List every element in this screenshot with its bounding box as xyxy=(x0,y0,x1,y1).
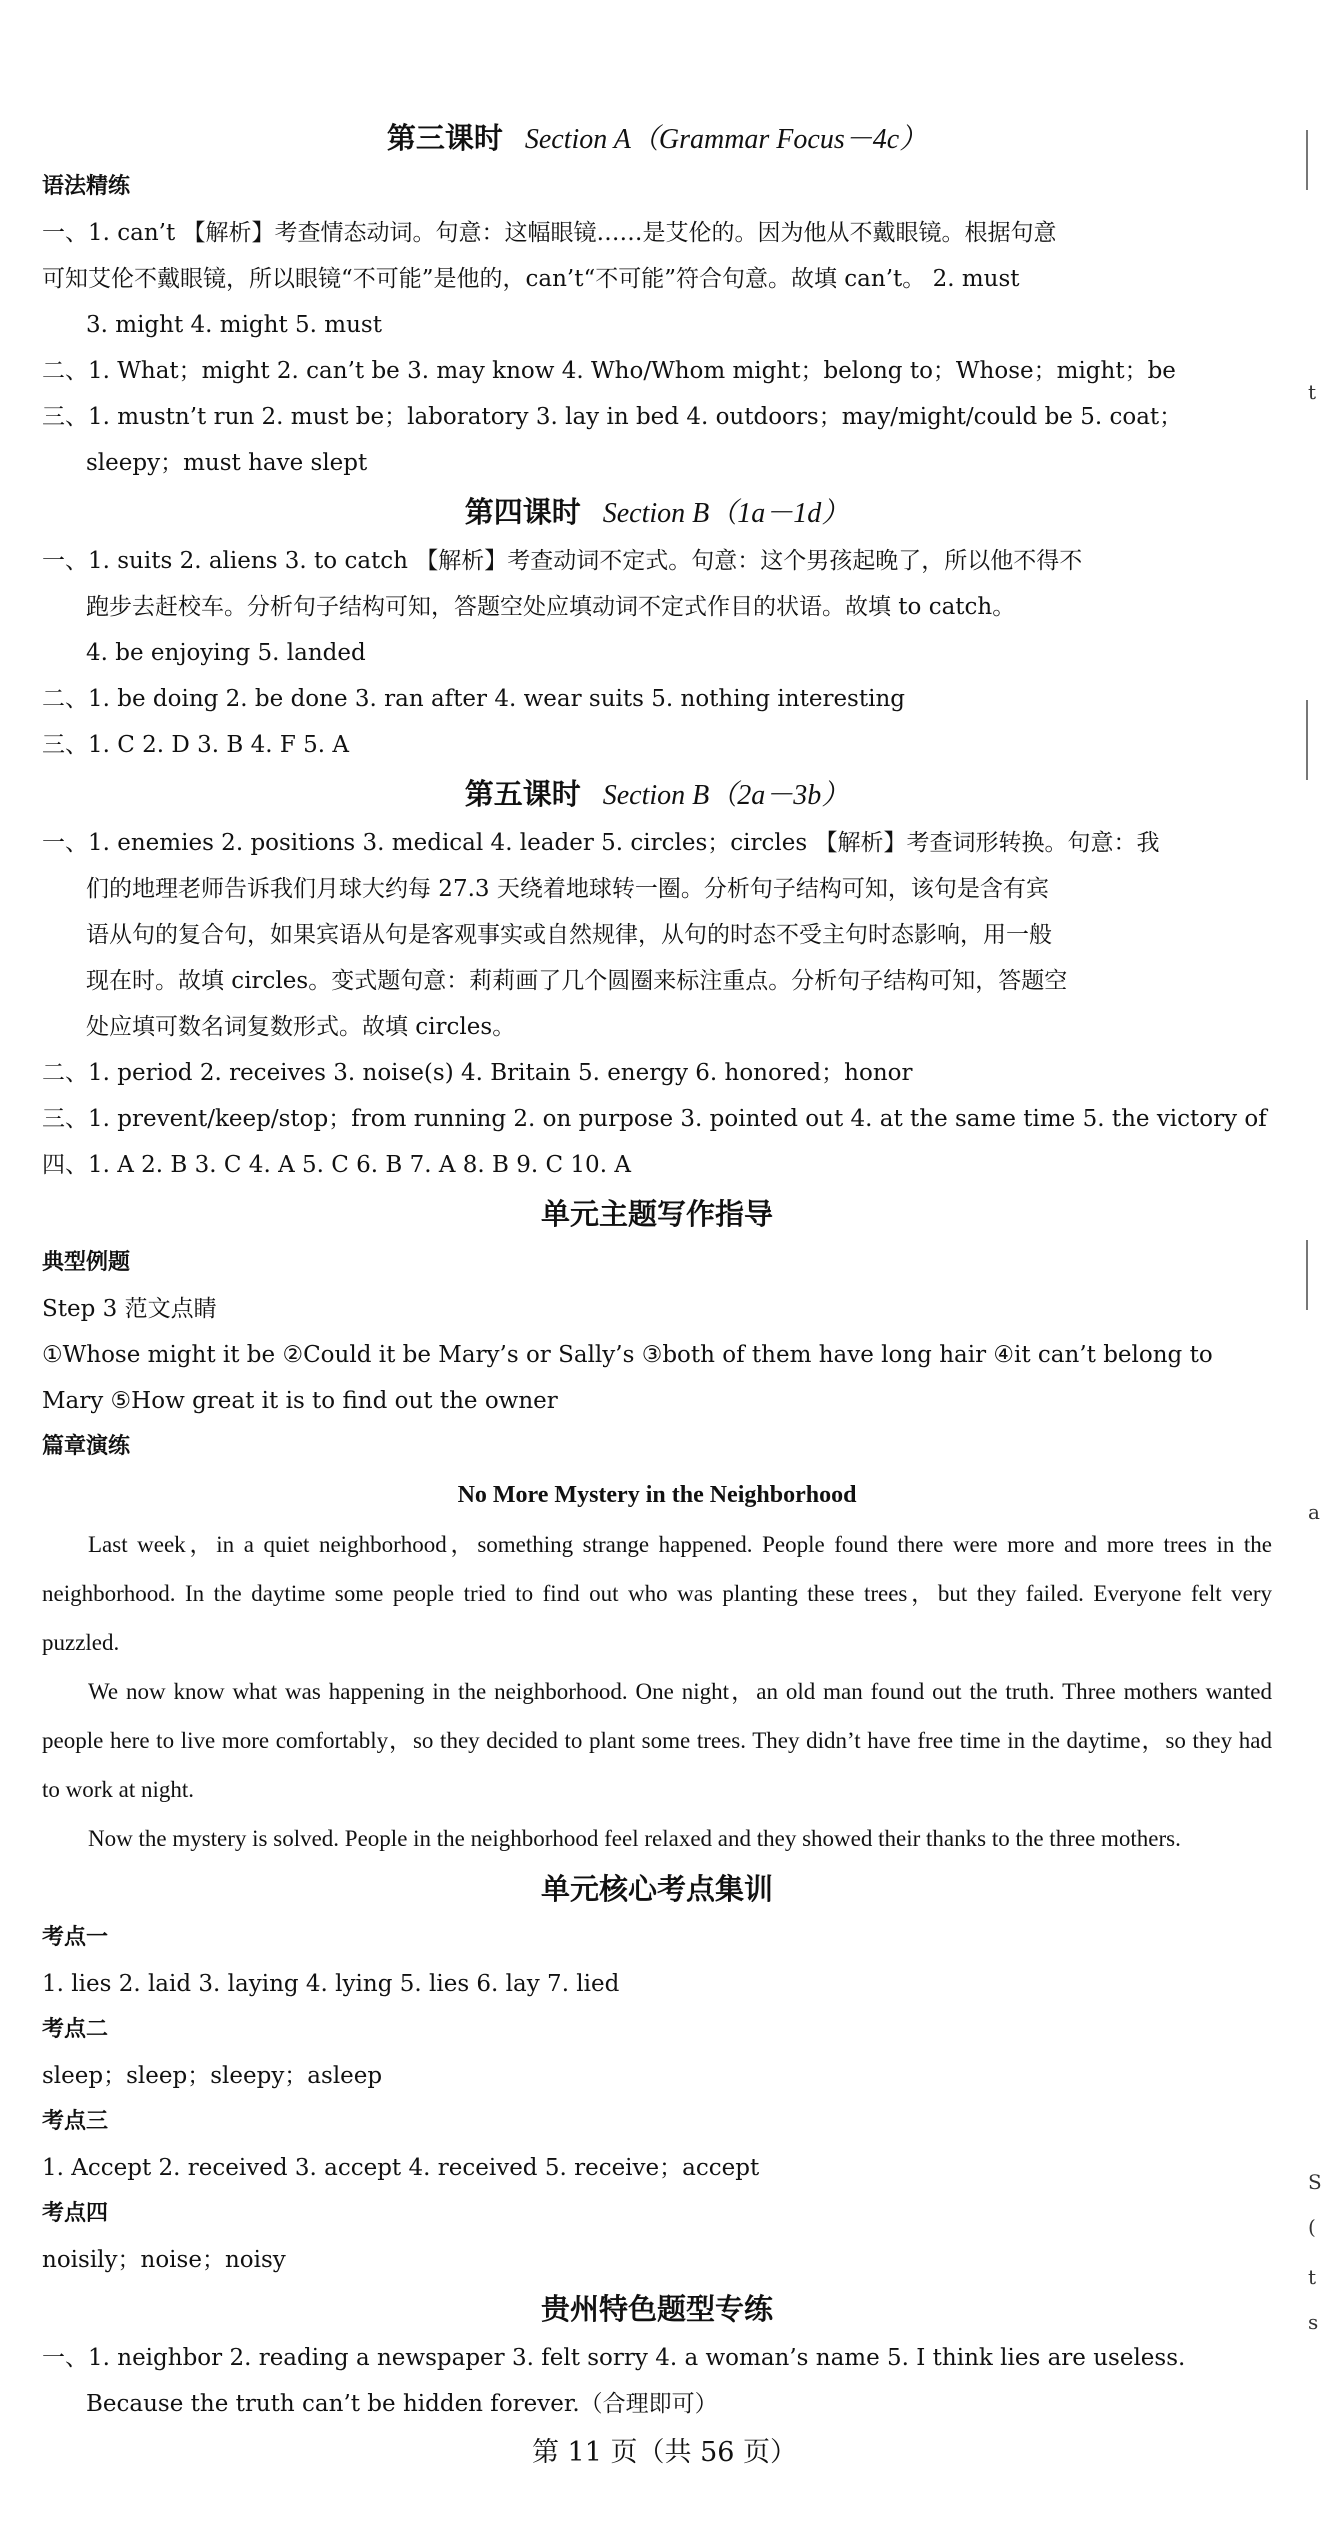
lesson4-line-2: 跑步去赶校车。分析句子结构可知，答题空处应填动词不定式作目的状语。故填 to catch。 xyxy=(86,594,1016,620)
point-3-answers: 1. Accept 2. received 3. accept 4. received 5. receive；accept xyxy=(42,2155,760,2181)
edge-rule xyxy=(1306,130,1308,190)
point-1-heading: 考点一 xyxy=(42,1925,109,1950)
edge-rule xyxy=(1306,700,1308,780)
story-paragraph-3: Now the mystery is solved. People in the neighborhood feel relaxed and they showed their thanks to the three mothers. xyxy=(88,1826,1181,1851)
lesson4-line-1: 一、1. suits 2. aliens 3. to catch 【解析】考查动词不定式。句意：这个男孩起晚了，所以他不得不 xyxy=(42,548,1083,574)
story-paragraph-2: We now know what was happening in the neighborhood. One night，an old man found out the truth. Three mothers wanted people here to live more comfortably，so they decided to plant some trees. They didn’t have free time in the daytime，so they had to work at night. xyxy=(42,1679,1272,1802)
guizhou-special-title: 贵州特色题型专练 xyxy=(540,2292,773,2326)
lesson5-title: 第五课时 Section B（2a－3b） xyxy=(464,777,850,811)
guizhou-line-2: Because the truth can’t be hidden forever.（合理即可） xyxy=(86,2391,718,2417)
lesson5-line-7: 三、1. prevent/keep/stop；from running 2. on purpose 3. pointed out 4. at the same time 5. the victory of xyxy=(42,1106,1267,1132)
point-1-answers: 1. lies 2. laid 3. laying 4. lying 5. lies 6. lay 7. lied xyxy=(42,1971,620,1997)
point-2-heading: 考点二 xyxy=(42,2017,109,2042)
passage-practice-heading: 篇章演练 xyxy=(42,1434,131,1459)
lesson3-line-1: 一、1. can’t 【解析】考查情态动词。句意：这幅眼镜……是艾伦的。因为他从不戴眼镜。根据句意 xyxy=(42,220,1057,246)
page-number-footer: 第 11 页（共 56 页） xyxy=(531,2437,798,2468)
lesson5-line-3: 语从句的复合句，如果宾语从句是客观事实或自然规律，从句的时态不受主句时态影响，用一般 xyxy=(86,922,1052,948)
lesson4-title: 第四课时 Section B（1a－1d） xyxy=(464,495,850,529)
story-title: No More Mystery in the Neighborhood xyxy=(457,1482,857,1508)
point-4-answers: noisily；noise；noisy xyxy=(42,2247,286,2273)
lesson5-line-8: 四、1. A 2. B 3. C 4. A 5. C 6. B 7. A 8. B 9. C 10. A xyxy=(42,1152,631,1178)
grammar-practice-heading: 语法精练 xyxy=(42,174,131,199)
point-2-answers: sleep；sleep；sleepy；asleep xyxy=(42,2063,383,2089)
lesson5-line-4: 现在时。故填 circles。变式题句意：莉莉画了几个圆圈来标注重点。分析句子结构可知，答题空 xyxy=(86,968,1068,994)
lesson3-line-6: sleepy；must have slept xyxy=(86,450,368,476)
lesson4-line-4: 二、1. be doing 2. be done 3. ran after 4. wear suits 5. nothing interesting xyxy=(42,686,905,712)
edge-mark: S xyxy=(1308,2170,1322,2194)
point-4-heading: 考点四 xyxy=(42,2201,109,2226)
step3-label: Step 3 范文点睛 xyxy=(42,1296,217,1322)
lesson4-line-3: 4. be enjoying 5. landed xyxy=(86,640,366,666)
typical-example-heading: 典型例题 xyxy=(42,1250,131,1275)
edge-mark: t xyxy=(1308,2265,1317,2289)
edge-mark: a xyxy=(1308,1500,1320,1524)
point-3-heading: 考点三 xyxy=(42,2109,109,2134)
lesson3-title: 第三课时 Section A（Grammar Focus－4c） xyxy=(386,121,928,155)
edge-mark: ( xyxy=(1308,2215,1316,2239)
lesson5-line-6: 二、1. period 2. receives 3. noise(s) 4. Britain 5. energy 6. honored；honor xyxy=(42,1060,913,1086)
edge-rule xyxy=(1306,1240,1308,1310)
lesson5-line-1: 一、1. enemies 2. positions 3. medical 4. leader 5. circles；circles 【解析】考查词形转换。句意：我 xyxy=(42,830,1160,856)
model-line-1: ①Whose might it be ②Could it be Mary’s or Sally’s ③both of them have long hair ④it can’t belong to xyxy=(42,1342,1213,1368)
guizhou-line-1: 一、1. neighbor 2. reading a newspaper 3. felt sorry 4. a woman’s name 5. I think lies are useless. xyxy=(42,2345,1186,2371)
edge-mark: t xyxy=(1308,380,1317,404)
lesson5-line-5: 处应填可数名词复数形式。故填 circles。 xyxy=(86,1014,516,1040)
lesson3-line-3: 3. might 4. might 5. must xyxy=(86,312,382,338)
lesson3-line-5: 三、1. mustn’t run 2. must be；laboratory 3. lay in bed 4. outdoors；may/might/could be 5. coat； xyxy=(42,404,1183,430)
lesson3-line-2: 可知艾伦不戴眼镜，所以眼镜“不可能”是他的，can’t“不可能”符合句意。故填 can’t。 2. must xyxy=(42,266,1020,292)
story-paragraph-1: Last week，in a quiet neighborhood，something strange happened. People found there were more and more trees in the neighborhood. In the daytime some people tried to find out who was planting these trees，but they failed. Everyone felt very puzzled. xyxy=(42,1532,1272,1655)
answer-page xyxy=(42,112,1272,2427)
core-points-title: 单元核心考点集训 xyxy=(540,1872,773,1906)
model-line-2: Mary ⑤How great it is to find out the owner xyxy=(42,1388,558,1414)
edge-mark: s xyxy=(1308,2310,1319,2334)
lesson5-line-2: 们的地理老师告诉我们月球大约每 27.3 天绕着地球转一圈。分析句子结构可知，该句是含有宾 xyxy=(86,876,1049,902)
lesson3-line-4: 二、1. What；might 2. can’t be 3. may know 4. Who/Whom might；belong to；Whose；might；be xyxy=(42,358,1176,384)
next-page-edge xyxy=(1292,110,1329,2390)
lesson4-line-5: 三、1. C 2. D 3. B 4. F 5. A xyxy=(42,732,350,758)
writing-guide-title: 单元主题写作指导 xyxy=(540,1197,773,1231)
